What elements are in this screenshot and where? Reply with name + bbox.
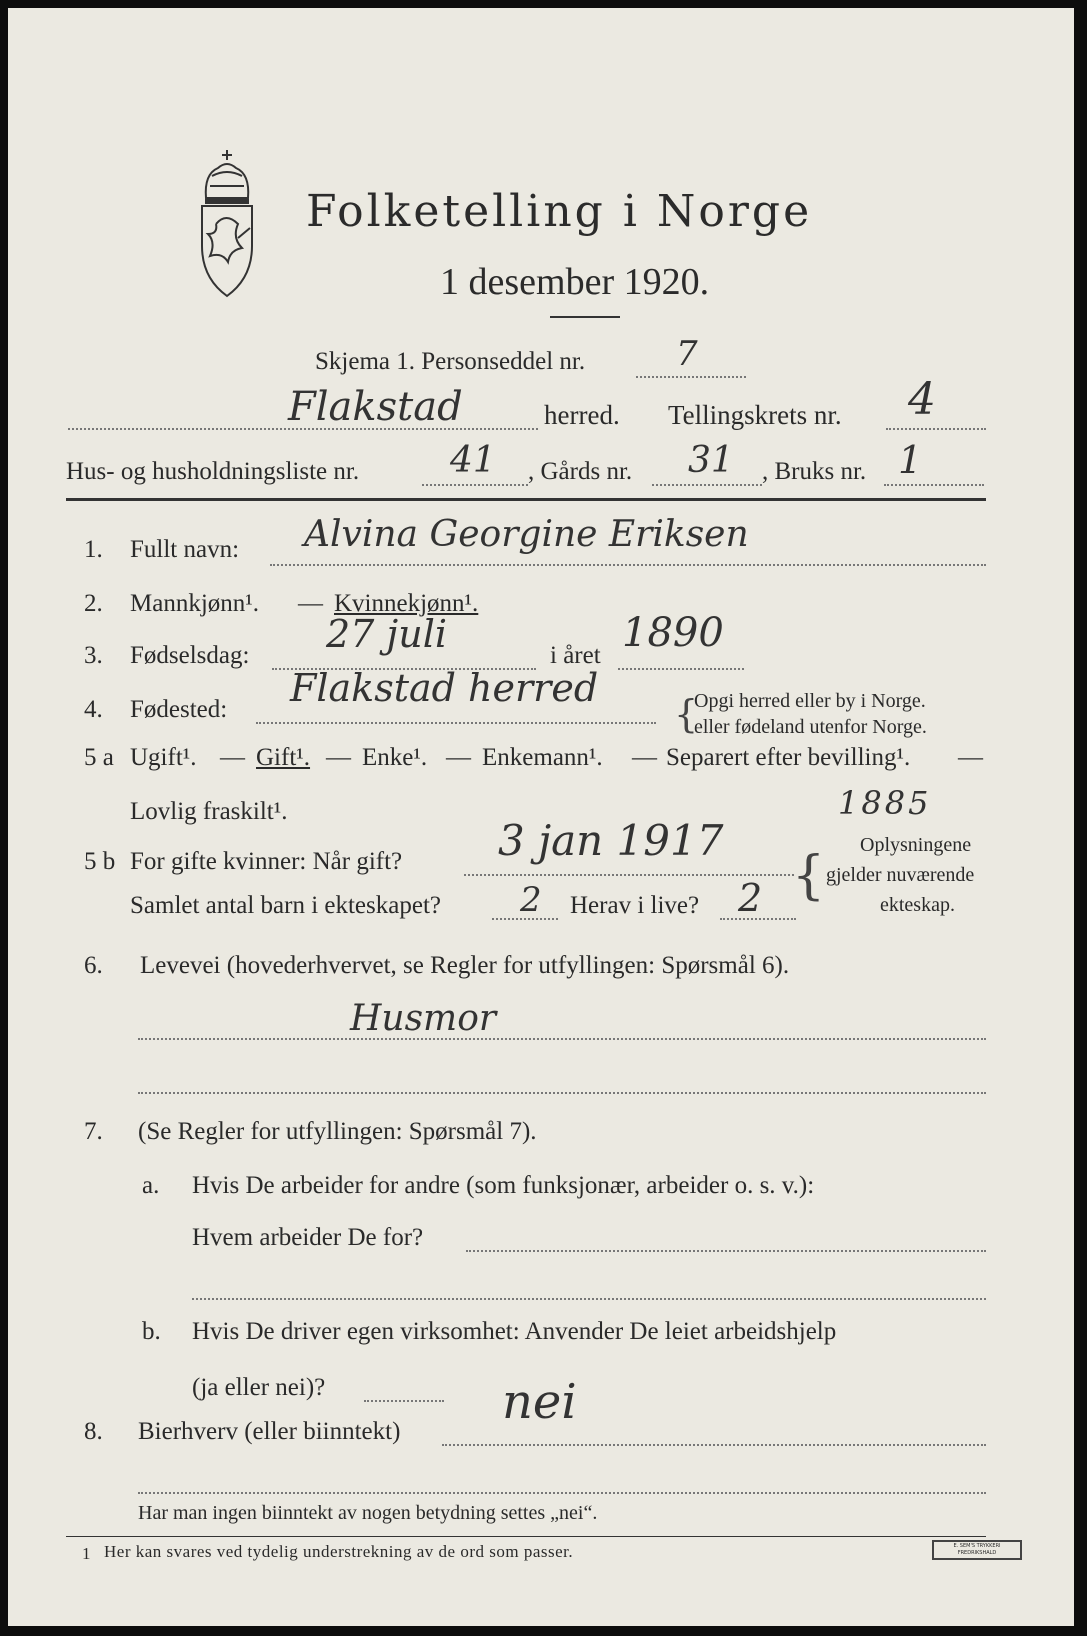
q6-label: Levevei (hovederhvervet, se Regler for utfyllingen: Spørsmål 6). (140, 952, 790, 979)
q5b-note-1: Oplysningene (860, 834, 972, 856)
enke-option: Enke¹. (362, 744, 428, 771)
bruks-number: 1 (898, 438, 923, 482)
q3-label: Fødselsdag: (130, 642, 250, 669)
alive-label: Herav i live? (570, 892, 700, 919)
coat-of-arms-icon (188, 146, 266, 301)
q2-number: 2. (84, 590, 103, 617)
title-divider (550, 316, 620, 318)
q8-number: 8. (84, 1418, 103, 1445)
ugift-option: Ugift¹. (130, 744, 197, 771)
census-form (8, 8, 1074, 1626)
birthplace-value: Flakstad herred (290, 666, 599, 710)
form-title: Folketelling i Norge (306, 186, 813, 237)
q5a-dash-1: — (220, 744, 245, 771)
year-label: i året (550, 642, 601, 669)
herred-label: herred. (544, 400, 620, 430)
tellingskrets-number: 4 (908, 374, 936, 425)
q5a-number: 5 a (84, 744, 114, 771)
footnote-mark: 1 (82, 1544, 91, 1563)
q5a-dash-4: — (632, 744, 657, 771)
extra-year-note: 1885 (838, 784, 932, 822)
q3-number: 3. (84, 642, 103, 669)
q5a-dash-3: — (446, 744, 471, 771)
full-name-value: Alvina Georgine Eriksen (304, 514, 749, 555)
form-date: 1 desember 1920. (440, 261, 710, 303)
q5a-dash-2: — (326, 744, 351, 771)
q5b-label: For gifte kvinner: Når gift? (130, 848, 403, 875)
q1-number: 1. (84, 536, 103, 563)
q7a-question: Hvem arbeider De for? (192, 1224, 424, 1251)
gards-number: 31 (688, 440, 734, 481)
q8-label: Bierhverv (eller biinntekt) (138, 1418, 401, 1445)
gards-label: , Gårds nr. (528, 458, 633, 485)
q2-dash: — (298, 590, 323, 617)
fraskilt-option: Lovlig fraskilt¹. (130, 798, 288, 825)
q5b-number: 5 b (84, 848, 116, 875)
birthday-value: 27 juli (326, 612, 447, 656)
q5b-note-2: gjelder nuværende (826, 864, 975, 886)
footnote-text: Her kan svares ved tydelig understrekning av de ord som passer. (104, 1542, 574, 1561)
q4-note-2: eller fødeland utenfor Norge. (694, 716, 927, 738)
q4-label: Fødested: (130, 696, 228, 723)
birth-year-value: 1890 (622, 610, 724, 656)
printer-stamp-text: E. SEM'S TRYKKERI FREDRIKSHALD (953, 1543, 1001, 1556)
no-income-note: Har man ingen biinntekt av nogen betydning settes „nei“. (138, 1502, 598, 1524)
marriage-date-value: 3 jan 1917 (498, 816, 724, 865)
herred-value: Flakstad (288, 384, 463, 430)
q7b-question: (ja eller nei)? (192, 1374, 326, 1401)
side-income-value: nei (502, 1374, 577, 1430)
q7-label: (Se Regler for utfyllingen: Spørsmål 7). (138, 1118, 537, 1145)
printer-stamp (932, 1540, 1022, 1560)
separert-option: Separert efter bevilling¹. (666, 744, 911, 771)
mannkjonn-option: Mannkjønn¹. (130, 590, 260, 617)
q4-note-brace: { (674, 692, 699, 736)
header-rule (66, 498, 986, 501)
q5b-note-brace: { (792, 846, 826, 906)
q5a-dash-5: — (958, 744, 983, 771)
q5b-note-3: ekteskap. (880, 894, 955, 916)
hus-number: 41 (450, 440, 496, 481)
skjema-label: Skjema 1. Personseddel nr. (315, 348, 586, 375)
q7-number: 7. (84, 1118, 103, 1145)
children-label: Samlet antal barn i ekteskapet? (130, 892, 441, 919)
bruks-label: , Bruks nr. (762, 458, 867, 485)
alive-count-value: 2 (738, 876, 763, 920)
q4-number: 4. (84, 696, 103, 723)
kvinnekjonn-option-underlined: Kvinnekjønn¹. (334, 590, 479, 617)
hus-label: Hus- og husholdningsliste nr. (66, 458, 360, 485)
children-count-value: 2 (520, 880, 542, 920)
q1-label: Fullt navn: (130, 536, 240, 563)
enkemann-option: Enkemann¹. (482, 744, 603, 771)
q7b-text: Hvis De driver egen virksomhet: Anvender De leiet arbeidshjelp (192, 1318, 837, 1345)
q7a-letter: a. (142, 1172, 160, 1199)
q7b-letter: b. (142, 1318, 161, 1345)
q4-note-1: Opgi herred eller by i Norge. (694, 690, 926, 712)
occupation-value: Husmor (350, 998, 497, 1039)
tellingskrets-label: Tellingskrets nr. (668, 400, 842, 430)
gift-option-underlined: Gift¹. (256, 744, 311, 771)
q7a-text: Hvis De arbeider for andre (som funksjonær, arbeider o. s. v.): (192, 1172, 815, 1199)
q6-number: 6. (84, 952, 103, 979)
personseddel-number: 7 (676, 334, 698, 374)
